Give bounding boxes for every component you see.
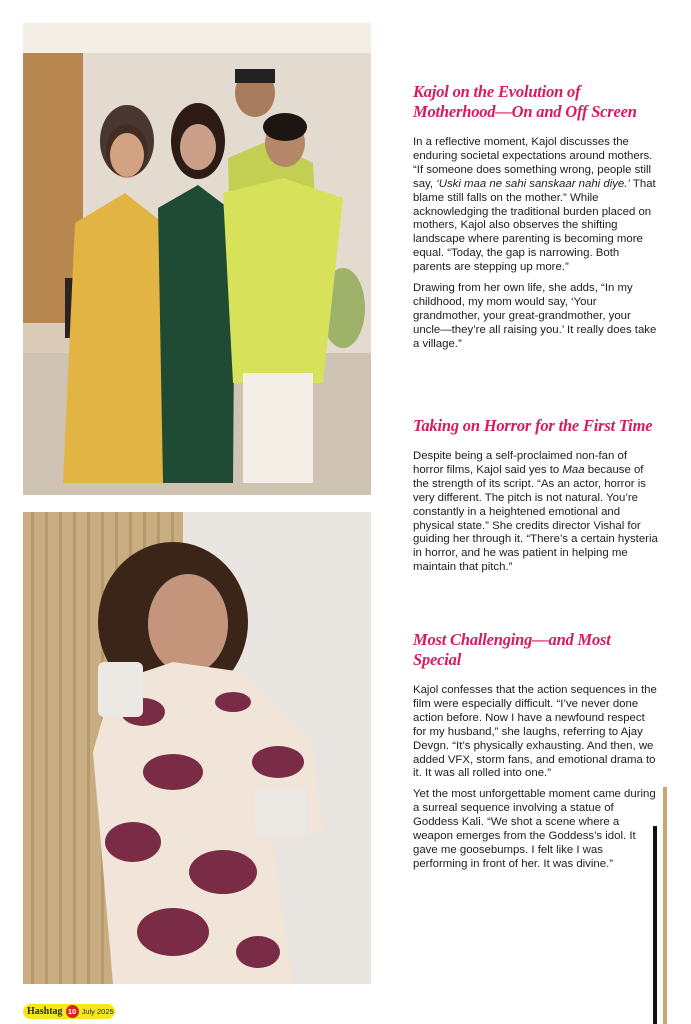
issue-date: July 2025 bbox=[81, 1007, 114, 1016]
decorative-black-rule bbox=[653, 826, 657, 1024]
magazine-brand: Hashtag bbox=[27, 1006, 63, 1017]
paragraph: Despite being a self-proclaimed non-fan of horror films, Kajol said yes to Maa because of the strength of its script. “As an actor, horror is very different. The pitch is not natural. You’re constantly in a heightened emotional and physical state.” She credits director Vishal for guiding her through it. “There’s a certain hysteria in horror, and he was patient in helping me maintain that pitch.” bbox=[413, 450, 658, 574]
decorative-gold-rule bbox=[663, 787, 667, 1024]
paragraph: Yet the most unforgettable moment came during a surreal sequence involving a statue of Goddess Kali. “We shot a scene where a weapon emerges from the Goddess’s idol. It gave me goosebumps. I felt like I was performing in front of her. It was divine.” bbox=[413, 788, 656, 870]
section-heading: Kajol on the Evolution of Motherhood—On and Off Screen bbox=[413, 82, 637, 121]
family-photo bbox=[23, 23, 371, 495]
section-horror bbox=[413, 416, 658, 582]
paragraph: Kajol confesses that the action sequences in the film were especially difficult. “I’ve never done action before. Now I have a newfound respect for my husband,” she laughs, referring to Ajay Devgn. “It’s physically exhausting. And then, we added VFX, storm fans, and emotional drama to it. It was all rolled into one.” bbox=[413, 684, 657, 780]
section-heading: Most Challenging—and Most Special bbox=[413, 630, 611, 669]
paragraph: In a reflective moment, Kajol discusses the enduring societal expectations around mothers. “If someone does something wrong, people still say, ‘Uski maa ne sahi sanskaar nahi diye.’ That blame still falls on the mother.” While acknowledging the traditional burden placed on mothers, Kajol also observes the shifting landscape where parenting is becoming more equal. “Today, the gap is narrowing. Both parents are stepping up more.” bbox=[413, 136, 656, 274]
section-heading: Taking on Horror for the First Time bbox=[413, 416, 653, 435]
page-number: 10 bbox=[66, 1005, 79, 1018]
page-footer bbox=[23, 1004, 115, 1019]
section-motherhood bbox=[413, 82, 658, 359]
kajol-portrait-photo bbox=[23, 512, 371, 984]
paragraph: Drawing from her own life, she adds, “In my childhood, my mom would say, ‘Your grandmother, your great-grandmother, your uncle—they’re all raising you.’ It really does take a village.” bbox=[413, 282, 657, 350]
section-most-challenging bbox=[413, 630, 658, 879]
